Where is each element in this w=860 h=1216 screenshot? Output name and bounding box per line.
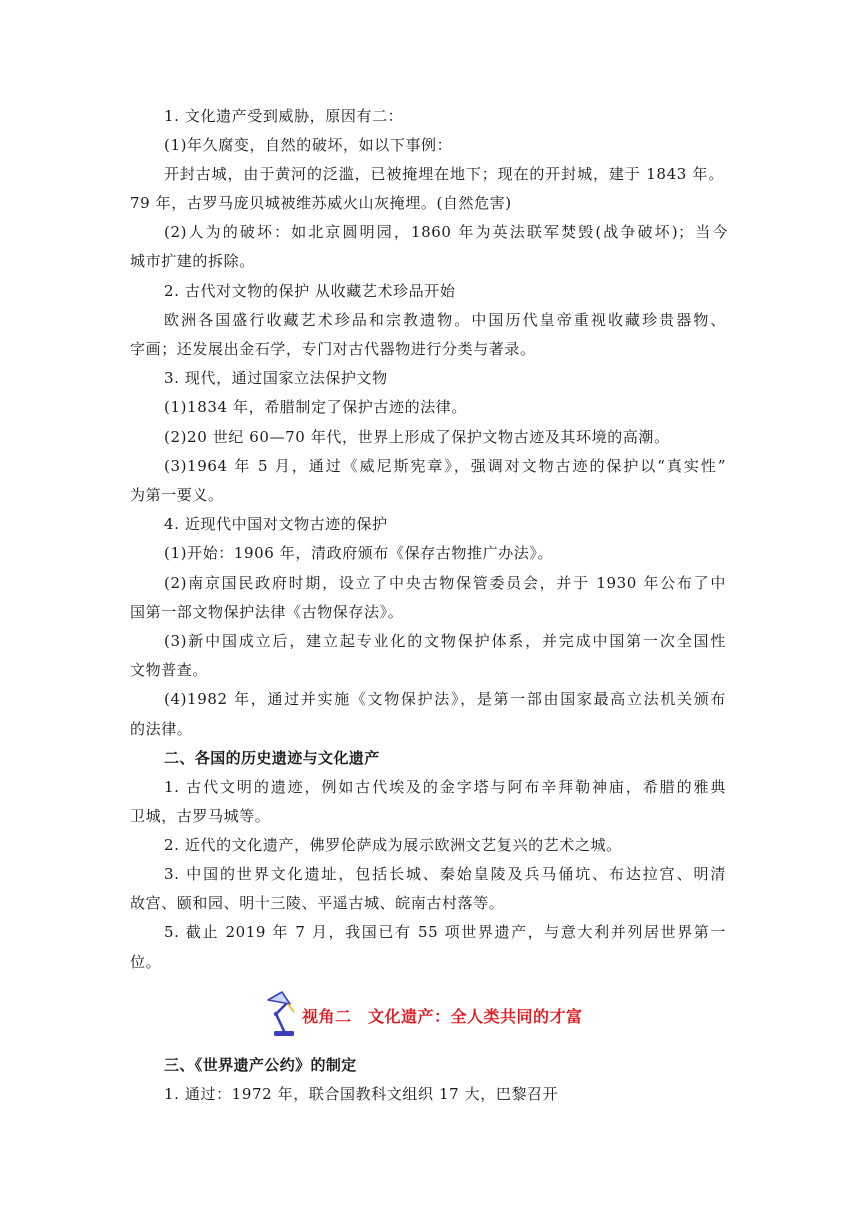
text-line: 1. 通过：1972 年，联合国教科文组织 17 大，巴黎召开 [164,1085,559,1103]
text-line: (3)新中国成立后，建立起专业化的文物保护体系，并完成中国第一次全国性 [164,632,726,650]
text-line: (2)20 世纪 60—70 年代，世界上形成了保护文物古迹及其环境的高潮。 [164,428,670,446]
text-line: 79 年，古罗马庞贝城被维苏威火山灰掩埋。(自然危害) [130,194,512,212]
text-line: 故宫、颐和园、明十三陵、平遥古城、皖南古村落等。 [130,894,505,912]
text-line: 字画；还发展出金石学，专门对古代器物进行分类与著录。 [130,340,536,358]
text-line: 的法律。 [130,720,193,738]
text-line: (4)1982 年，通过并实施《文物保护法》，是第一部由国家最高立法机关颁布 [164,690,726,708]
section-heading: 三、《世界遗产公约》的制定 [164,1056,357,1074]
banner-title: 视角二 文化遗产：全人类共同的才富 [302,1007,583,1026]
text-line: 4. 近现代中国对文物古迹的保护 [164,515,388,533]
text-line: 位。 [130,953,162,971]
text-line: (1)年久腐变，自然的破坏，如以下事例： [164,136,453,154]
text-line: (2)南京国民政府时期，设立了中央古物保管委员会，并于 1930 年公布了中 [164,574,726,592]
text-line: (1)开始：1906 年，清政府颁布《保存古物推广办法》。 [164,544,554,562]
text-line: 5. 截止 2019 年 7 月，我国已有 55 项世界遗产，与意大利并列居世界第一 [164,923,726,941]
text-line: 3. 现代，通过国家立法保护文物 [164,369,388,387]
text-line: 3. 中国的世界文化遗址，包括长城、秦始皇陵及兵马俑坑、布达拉宫、明清 [164,865,726,883]
section-banner [262,990,622,1038]
text-line: 1. 文化遗产受到威胁，原因有二： [164,107,404,125]
text-line: 国第一部文物保护法律《古物保存法》。 [130,603,404,621]
text-line: 卫城，古罗马城等。 [130,807,271,825]
text-line: 文物普查。 [130,661,209,679]
text-line: 城市扩建的拆除。 [130,252,255,270]
text-line: 欧洲各国盛行收藏艺术珍品和宗教遗物。中国历代皇帝重视收藏珍贵器物、 [164,311,726,329]
desk-lamp-icon [262,990,300,1038]
text-line: 1. 古代文明的遗迹，例如古代埃及的金字塔与阿布辛拜勒神庙，希腊的雅典 [164,778,726,796]
text-line: 为第一要义。 [130,486,224,504]
text-line: 2. 近代的文化遗产，佛罗伦萨成为展示欧洲文艺复兴的艺术之城。 [164,836,622,854]
text-line: 2. 古代对文物的保护 从收藏艺术珍品开始 [164,282,456,300]
text-line: (1)1834 年，希腊制定了保护古迹的法律。 [164,398,467,416]
text-line: (2)人为的破坏：如北京圆明园，1860 年为英法联军焚毁(战争破坏)；当今 [164,223,728,241]
section-heading: 二、各国的历史遗迹与文化遗产 [164,749,380,767]
text-line: 开封古城，由于黄河的泛滥，已被掩埋在地下；现在的开封城，建于 1843 年。 [164,165,724,183]
text-line: (3)1964 年 5 月，通过《威尼斯宪章》，强调对文物古迹的保护以“真实性” [164,457,726,475]
